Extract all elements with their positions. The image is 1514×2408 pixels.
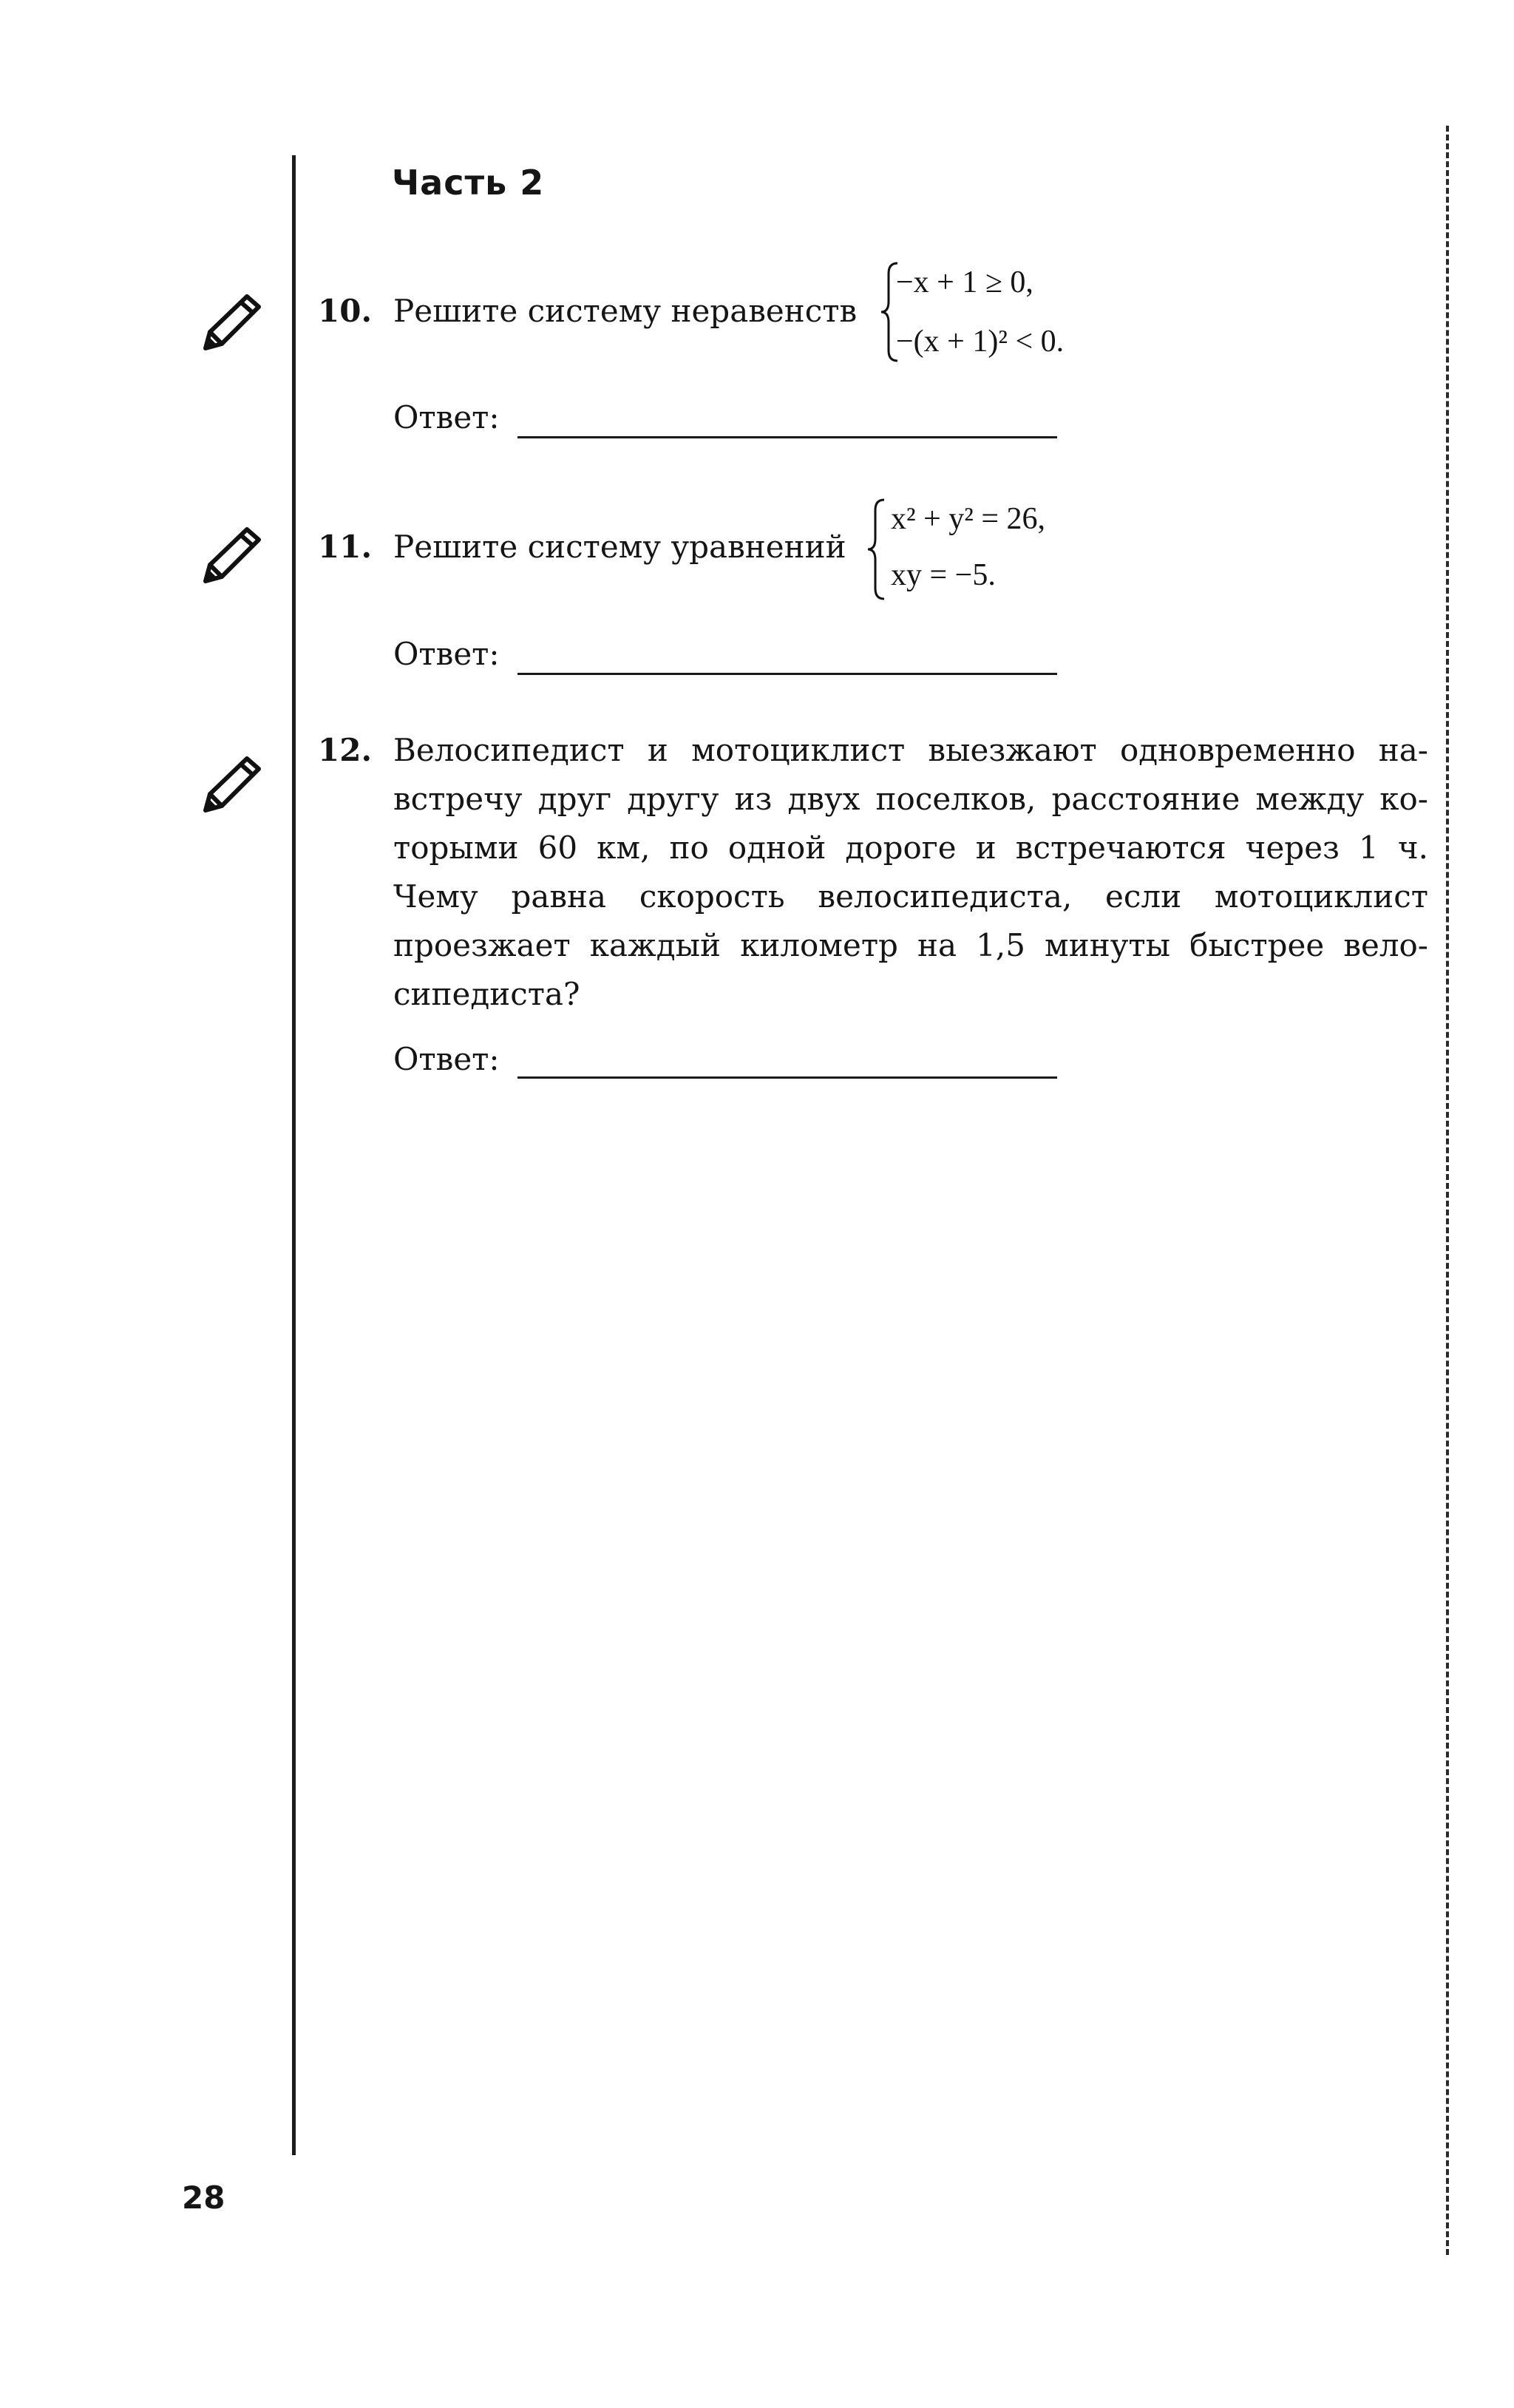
task-paragraph xyxy=(393,726,1428,1019)
system-line: −(x + 1)² < 0. xyxy=(896,325,1065,359)
paragraph-line: Чему равна скорость велосипедиста, если мотоциклист xyxy=(393,878,1428,915)
paragraph-line: Велосипедист и мотоциклист выезжают одновременно на- xyxy=(393,732,1428,768)
answer-field[interactable] xyxy=(517,673,1057,675)
pencil-icon xyxy=(192,285,266,359)
system-line: −x + 1 ≥ 0, xyxy=(896,265,1033,299)
pencil-icon xyxy=(192,518,266,591)
paragraph-line: торыми 60 км, по одной дороге и встречаются через 1 ч. xyxy=(393,830,1428,866)
answer-field[interactable] xyxy=(517,436,1057,438)
system-line: x² + y² = 26, xyxy=(891,502,1046,536)
part-title: Часть 2 xyxy=(392,163,545,203)
task-text: Решите систему неравенств xyxy=(393,293,858,329)
system-line: xy = −5. xyxy=(891,558,996,592)
paragraph-line: сипедиста? xyxy=(393,976,580,1012)
answer-label: Ответ: xyxy=(393,636,500,672)
dashed-cut-line xyxy=(1446,126,1449,2255)
left-margin-rule xyxy=(292,155,296,2155)
answer-label: Ответ: xyxy=(393,399,500,435)
task-number: 11. xyxy=(318,529,373,565)
task-number: 10. xyxy=(318,293,373,329)
system-brace xyxy=(865,497,887,602)
task-number: 12. xyxy=(318,732,373,768)
paragraph-line: проезжает каждый километр на 1,5 минуты быстрее вело- xyxy=(393,927,1428,963)
task-text: Решите систему уравнений xyxy=(393,529,846,565)
answer-field[interactable] xyxy=(517,1076,1057,1079)
paragraph-line: встречу друг другу из двух поселков, расстояние между ко- xyxy=(393,781,1428,817)
answer-label: Ответ: xyxy=(393,1041,500,1077)
pencil-icon xyxy=(192,747,266,821)
page-number: 28 xyxy=(182,2180,225,2216)
